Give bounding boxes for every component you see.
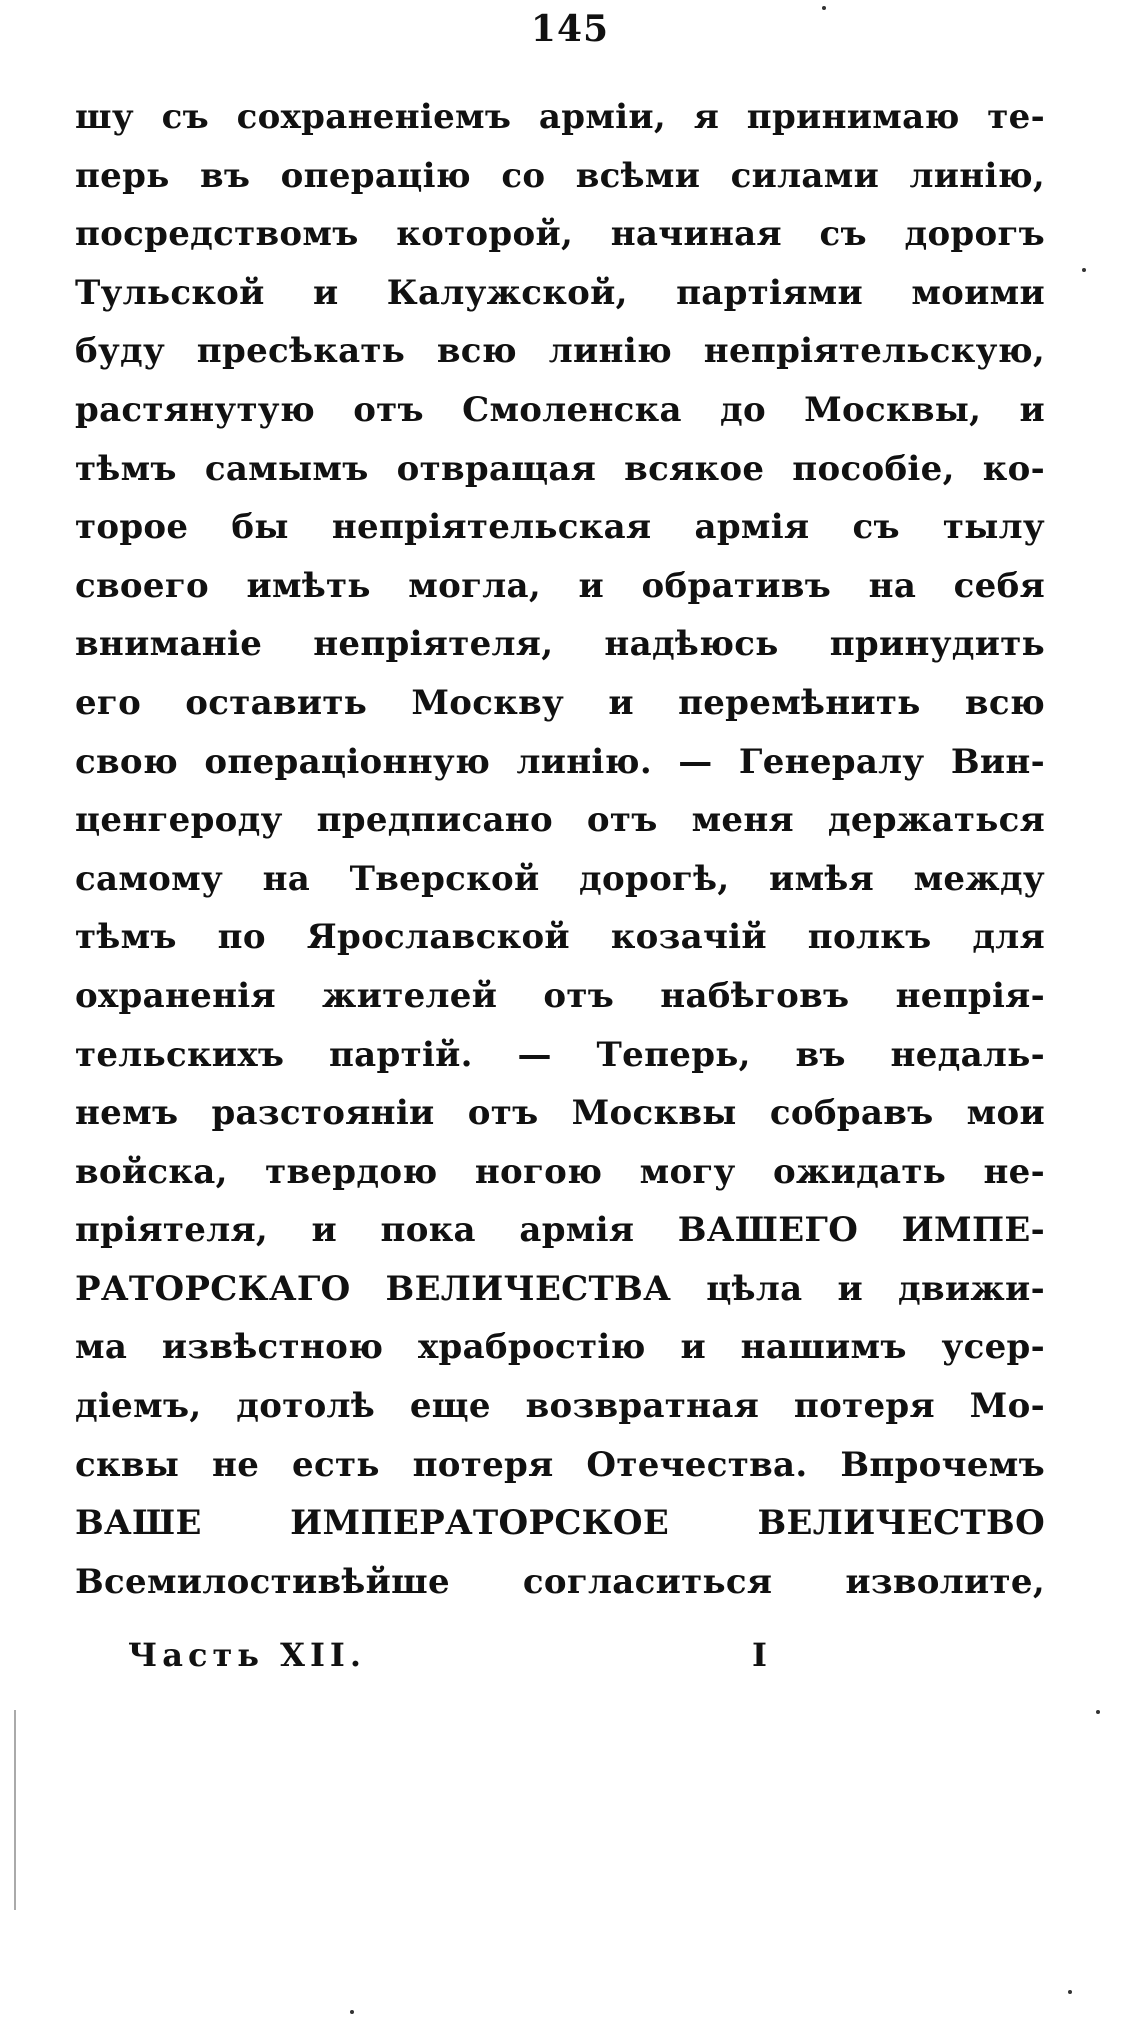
text-line: ценгероду предписано отъ меня держаться bbox=[75, 800, 1045, 841]
text-line: его оставить Москву и перемѣнить всю bbox=[75, 682, 1045, 723]
text-line: ма извѣстною храбростію и нашимъ усер- bbox=[75, 1327, 1045, 1368]
text-line: тѣмъ самымъ отвращая всякое пособіе, ко- bbox=[75, 448, 1045, 489]
text-line: свою операціонную линію. — Генералу Вин- bbox=[75, 741, 1045, 782]
text-line: вниманіе непріятеля, надѣюсь принудить bbox=[75, 624, 1045, 665]
text-line: пріятеля, и пока армія ВАШЕГО ИМПЕ- bbox=[75, 1210, 1045, 1251]
text-line: Всемилостивѣйше согласиться изволите, bbox=[75, 1561, 1045, 1602]
page-number: 145 bbox=[530, 8, 610, 50]
scan-speck bbox=[822, 6, 826, 10]
text-line: шу съ сохраненіемъ арміи, я принимаю те- bbox=[75, 97, 1045, 137]
text-line: войска, твердою ногою могу ожидать не- bbox=[75, 1151, 1045, 1192]
text-line: Тульской и Калужской, партіями моими bbox=[75, 272, 1045, 313]
scan-speck bbox=[1096, 1710, 1100, 1714]
text-line: тѣмъ по Ярославской козачій полкъ для bbox=[75, 917, 1045, 958]
text-line: посредствомъ которой, начиная съ дорогъ bbox=[75, 214, 1045, 255]
text-line: перь въ операцію со всѣми силами линію, bbox=[75, 155, 1045, 196]
text-line: сквы не есть потеря Отечества. Впрочемъ bbox=[75, 1444, 1045, 1485]
text-line: охраненія жителей отъ набѣговъ непрія- bbox=[75, 975, 1045, 1016]
text-line: своего имѣть могла, и обративъ на себя bbox=[75, 565, 1045, 606]
text-line: діемъ, дотолѣ еще возвратная потеря Мо- bbox=[75, 1386, 1045, 1427]
text-line: немъ разстояніи отъ Москвы собравъ мои bbox=[75, 1093, 1045, 1134]
scan-speck bbox=[1082, 268, 1086, 272]
text-line: РАТОРСКАГО ВЕЛИЧЕСТВА цѣла и движи- bbox=[75, 1268, 1045, 1309]
scan-speck bbox=[350, 2010, 354, 2014]
sheet-mark: I bbox=[752, 1636, 767, 1674]
text-line: буду пресѣкать всю линію непріятельскую, bbox=[75, 331, 1045, 372]
scan-speck bbox=[1068, 1990, 1072, 1994]
text-line: самому на Тверской дорогѣ, имѣя между bbox=[75, 858, 1045, 899]
body-text bbox=[75, 88, 1045, 1611]
scan-edge-line bbox=[14, 1710, 16, 1910]
text-line: ВАШЕ ИМПЕРАТОРСКОЕ ВЕЛИЧЕСТВО bbox=[75, 1503, 1045, 1544]
text-line: растянутую отъ Смоленска до Москвы, и bbox=[75, 389, 1045, 430]
text-line: торое бы непріятельская армія съ тылу bbox=[75, 507, 1045, 548]
signature-mark: Часть XII. bbox=[128, 1636, 367, 1674]
text-line: тельскихъ партій. — Теперь, въ недаль- bbox=[75, 1034, 1045, 1075]
